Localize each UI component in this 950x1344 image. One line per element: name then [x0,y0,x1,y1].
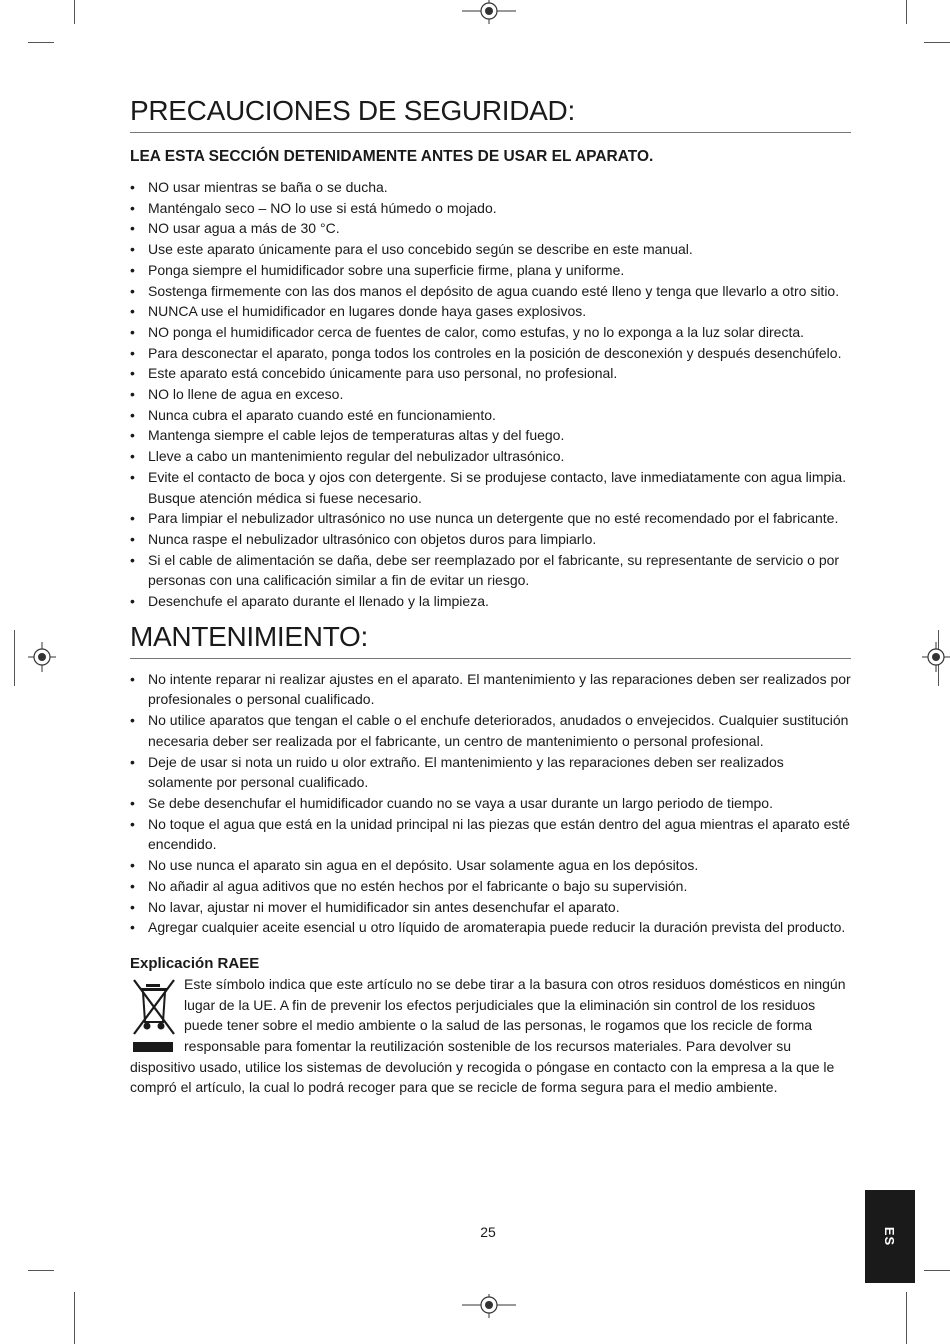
page-content [130,94,851,1098]
crop-mark [906,1292,907,1344]
language-tab-label: ES [882,1226,898,1247]
list-item: • Nunca raspe el nebulizador ultrasónico con objetos duros para limpiarlo. [130,529,851,550]
list-item: • Sostenga firmemente con las dos manos el depósito de agua cuando esté lleno y tenga que llevarlo a otro sitio. [130,281,851,302]
list-item: • Este aparato está concebido únicamente para uso personal, no profesional. [130,363,851,384]
list-item: • NUNCA use el humidificador en lugares donde haya gases explosivos. [130,301,851,322]
crop-mark [74,0,75,24]
list-item: • No use nunca el aparato sin agua en el depósito. Usar solamente agua en los depósitos. [130,855,851,876]
list-item: • No añadir al agua aditivos que no estén hechos por el fabricante o bajo su supervisión. [130,876,851,897]
weee-block [130,974,851,1098]
crop-mark [28,42,54,43]
crop-mark [74,1292,75,1344]
list-item: • Deje de usar si nota un ruido u olor extraño. El mantenimiento y las reparaciones deben ser realizados solamente por personal cualificado. [130,752,851,793]
registration-mark-icon [28,642,56,672]
list-item: • Si el cable de alimentación se daña, debe ser reemplazado por el fabricante, su representante de servicio o por personas con una calificación similar a fin de evitar un riesgo. [130,550,851,591]
list-item: • Use este aparato únicamente para el uso concebido según se describe en este manual. [130,239,851,260]
list-item: • Lleve a cabo un mantenimiento regular del nebulizador ultrasónico. [130,446,851,467]
weee-underline-bar [133,1042,173,1052]
list-item: • Ponga siempre el humidificador sobre una superficie firme, plana y uniforme. [130,260,851,281]
crop-mark [14,630,15,686]
maintenance-list [130,669,851,938]
list-item: • Para limpiar el nebulizador ultrasónico no use nunca un detergente que no esté recomendado por el fabricante. [130,508,851,529]
list-item: • Mantenga siempre el cable lejos de temperaturas altas y del fuego. [130,425,851,446]
list-item: • Desenchufe el aparato durante el llenado y la limpieza. [130,591,851,612]
list-item: • No intente reparar ni realizar ajustes en el aparato. El mantenimiento y las reparaciones deben ser realizados por profesionales o personal cualificado. [130,669,851,710]
list-item: • No utilice aparatos que tengan el cable o el enchufe deteriorados, anudados o envejecidos. Cualquier sustitución necesaria deber ser realizada por el fabricante, un centro de mantenimiento o personal profesional. [130,710,851,751]
crop-mark [924,42,950,43]
crop-mark [28,1270,54,1271]
safety-subtitle: LEA ESTA SECCIÓN DETENIDAMENTE ANTES DE USAR EL APARATO. [130,148,654,165]
list-item: • Evite el contacto de boca y ojos con detergente. Si se produjese contacto, lave inmediatamente con agua limpia. Busque atención médica si fuese necesario. [130,467,851,508]
list-item: • Manténgalo seco – NO lo use si está húmedo o mojado. [130,198,851,219]
language-tab [865,1190,915,1283]
page-number: 25 [480,1224,496,1240]
registration-mark-icon [462,0,516,26]
list-item: • NO usar agua a más de 30 °C. [130,218,851,239]
list-item: • NO ponga el humidificador cerca de fuentes de calor, como estufas, y no lo exponga a la luz solar directa. [130,322,851,343]
list-item: • No lavar, ajustar ni mover el humidificador sin antes desenchufar el aparato. [130,897,851,918]
crop-mark [906,0,907,24]
list-item: • NO usar mientras se baña o se ducha. [130,177,851,198]
weee-text: Este símbolo indica que este artículo no se debe tirar a la basura con otros residuos domésticos en ningún lugar de la UE. A fin de prevenir los efectos perjudiciales que la eliminación sin control de los residuos puede tener sobre el medio ambiente o la salud de las personas, le rogamos que los recicle de forma responsable para fomentar la reutilización sostenible de los recursos materiales. Para devolver su dispositivo usado, utilice los sistemas de devolución y recogida o póngase en contacto con la empresa a la que le compró el artículo, la cual lo podrá recoger para que se recicle de forma segura para el medio ambiente. [130,975,846,1096]
registration-mark-icon [922,642,950,672]
crop-mark [924,1270,950,1271]
list-item: • No toque el agua que está en la unidad principal ni las piezas que están dentro del agua mientras el aparato esté encendido. [130,814,851,855]
safety-list [130,177,851,612]
list-item: • Nunca cubra el aparato cuando esté en funcionamiento. [130,405,851,426]
safety-title: PRECAUCIONES DE SEGURIDAD: [130,94,851,133]
list-item: • Se debe desenchufar el humidificador cuando no se vaya a usar durante un largo periodo de tiempo. [130,793,851,814]
list-item: • Para desconectar el aparato, ponga todos los controles en la posición de desconexión y después desenchúfelo. [130,343,851,364]
crossed-out-wheelie-bin-icon [130,976,178,1056]
registration-mark-icon [462,1292,516,1318]
list-item: • NO lo llene de agua en exceso. [130,384,851,405]
list-item: • Agregar cualquier aceite esencial u otro líquido de aromaterapia puede reducir la duración prevista del producto. [130,917,851,938]
weee-title: Explicación RAEE [130,954,260,972]
maintenance-title: MANTENIMIENTO: [130,620,851,659]
